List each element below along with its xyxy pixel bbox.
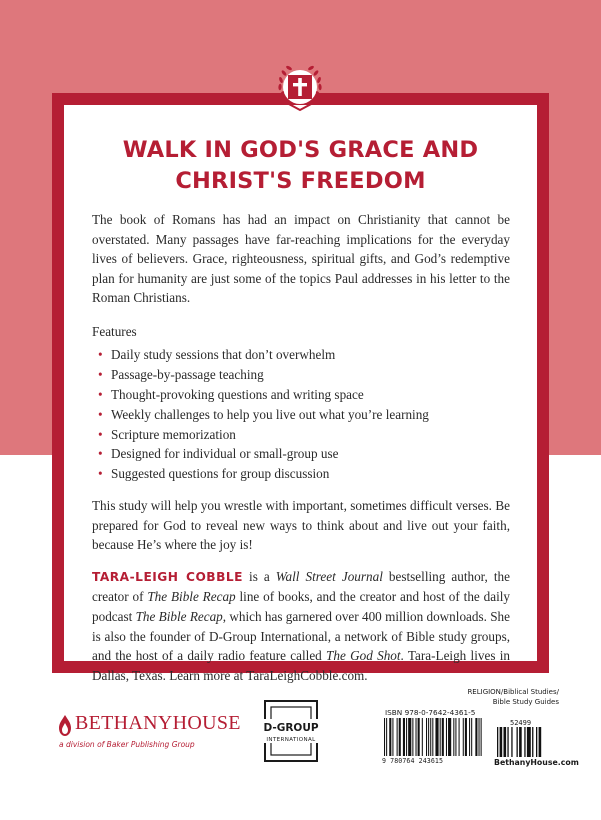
publisher-name: BETHANYHOUSE: [75, 712, 241, 734]
bio-text: , which has garnered over 400 million downloads. She is also the founder of D-Group International, a network of Bible study groups, and the host of a daily radio feature called: [92, 609, 510, 664]
category-line: Bible Study Guides: [492, 697, 559, 706]
dgroup-logo: [262, 697, 320, 765]
bio-italic: The God Shot: [326, 648, 401, 664]
cover-headline: [64, 135, 537, 197]
intro-paragraph: The book of Romans has had an impact on Christianity that cannot be overstated. Many passages have far-reaching implications for the everyday lives of believers. Grace, righteousness, spiritual gifts, and God’s redemptive plan for humanity are just some of the topics Paul addresses in his letter to the Roman Christians.: [92, 212, 510, 306]
barcode-bars-icon: [380, 718, 488, 758]
bio-italic: The Bible Recap: [147, 589, 236, 605]
publisher-website: BethanyHouse.com: [494, 758, 579, 767]
feature-item: • Suggested questions for group discussion: [92, 464, 510, 484]
laurel-wreath-cross-icon: [275, 58, 325, 118]
price-barcode-icon: [495, 727, 560, 757]
dgroup-name: D-GROUP: [263, 722, 319, 734]
bio-text: is a: [242, 568, 276, 584]
features-heading: Features: [92, 323, 137, 339]
category-line: RELIGION/Biblical Studies/: [467, 688, 559, 696]
author-name: TARA-LEIGH COBBLE: [92, 569, 243, 584]
author-bio: [92, 567, 510, 686]
feature-item: • Scripture memorization: [92, 425, 510, 445]
features-list: [92, 345, 510, 485]
bio-italic: The Bible Recap: [135, 609, 223, 625]
bio-italic: Wall Street Journal: [275, 568, 383, 584]
headline-line-1: WALK IN GOD'S GRACE AND: [122, 137, 479, 163]
bio-text: line of books, and the creator and host of the daily podcast: [92, 589, 511, 625]
feature-item: • Thought-provoking questions and writing space: [92, 385, 510, 405]
feature-item: • Weekly challenges to help you live out what you’re learning: [92, 405, 510, 425]
bio-text: . Tara-Leigh lives in Dallas, Texas. Learn more at TaraLeighCobble.com.: [92, 648, 510, 683]
bio-text: bestselling author, the creator of: [92, 568, 510, 605]
headline-line-2: CHRIST'S FREEDOM: [175, 168, 426, 194]
price-code: 52499: [510, 719, 532, 727]
feature-item: • Designed for individual or small-group use: [92, 444, 510, 464]
closing-paragraph: This study will help you wrestle with important, sometimes difficult verses. Be prepared for God to reveal new ways to think about and live out your faith, because He’s where the joy is!: [92, 498, 510, 553]
back-cover-copy: [92, 210, 510, 685]
dgroup-subtitle: INTERNATIONAL: [266, 737, 316, 743]
barcode-digits: 9 780764 243615: [382, 757, 444, 765]
publisher-flame-icon: [58, 715, 72, 737]
publisher-logo: [58, 712, 248, 758]
feature-item: • Passage-by-passage teaching: [92, 365, 510, 385]
category-label: [467, 688, 559, 707]
isbn-number: ISBN 978-0-7642-4361-5: [385, 708, 476, 717]
feature-item: • Daily study sessions that don’t overwhelm: [92, 345, 510, 365]
publisher-subtitle: a division of Baker Publishing Group: [59, 740, 195, 749]
